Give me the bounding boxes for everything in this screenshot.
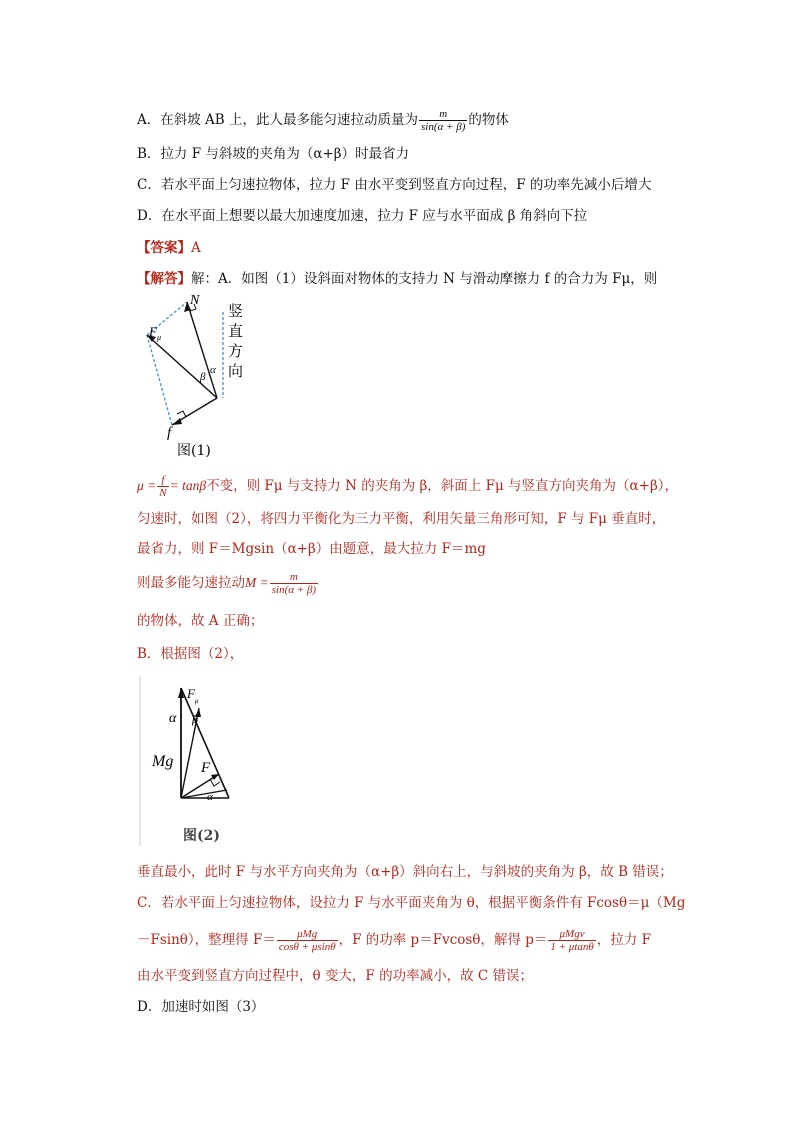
solution-line-5: 的物体，故 A 正确； [137, 613, 264, 629]
option-a: A．在斜坡 AB 上，此人最多能匀速拉动质量为 $\frac{m}{\sin(\alpha + \beta)}$ 的物体 [137, 108, 509, 133]
option-c: C．若水平面上匀速拉物体，拉力 F 由水平变到竖直方向过程，F 的功率先减小后增大 [137, 177, 652, 193]
figure-1-label-f: F [149, 324, 157, 339]
solution-mu-line: μ = $\frac{f}{N}$ = tanβ不变，则 Fμ 与支持力 N 的夹角为 β，斜面上 Fμ 与竖直方向夹角为（α+β）， [137, 474, 678, 499]
solution-b-conclusion: 垂直最小，此时 F 与水平方向夹角为（α+β）斜向右上，与斜坡的夹角为 β，故 B 错误； [137, 864, 673, 880]
solution-c-line-2: －Fsinθ），整理得 F＝ $\frac{\text{μMg}}{\cos\theta + \mu\sin\theta}$ ，F 的功率 p＝Fvcosθ，解得 p＝ $\frac{\text{μMgv}}{1 + \mu\tan\theta}$ ，拉力 F [137, 928, 651, 953]
figure-1-force-diagram [137, 290, 257, 460]
svg-text:μ: μ [157, 333, 162, 342]
answer-line [137, 239, 201, 257]
solution-line-3: 最省力，则 F＝Mgsin（α+β）由题意，最大拉力 F＝mg [137, 541, 486, 557]
figure-2-label-alpha: α [169, 711, 177, 726]
figure-2-label-f: F [201, 760, 211, 776]
solution-c-line-3: 由水平变到竖直方向过程中，θ 变大，F 的功率减小，故 C 错误； [137, 968, 533, 984]
figure-1-caption: 图(1) [177, 443, 211, 459]
c-fraction-2: $\frac{\text{μMgv}}{1 + \mu\tan\theta}$ [550, 928, 594, 953]
solution-b-intro: B．根据图（2）， [137, 646, 244, 662]
option-a-text: A．在斜坡 AB 上，此人最多能匀速拉动质量为 [137, 112, 419, 128]
solution-line-4: 则最多能匀速拉动M = $\frac{m}{\sin(\alpha + \beta)}$ [137, 571, 317, 596]
figure-1-vertical-char-4: 向 [228, 362, 244, 380]
mu-fraction: $\frac{f}{N}$ [159, 474, 167, 499]
figure-2-label-beta: β [192, 712, 198, 726]
figure-2-caption: 图(2) [183, 828, 220, 844]
m-fraction: $\frac{m}{\sin(\alpha + \beta)}$ [271, 571, 317, 596]
figure-2-force-triangle [137, 676, 247, 846]
svg-text:μ: μ [195, 697, 199, 705]
figure-1-vertical-char-3: 方 [228, 342, 244, 360]
figure-2-label-alpha-bottom: α [207, 791, 213, 803]
option-d: D．在水平面上想要以最大加速度加速，拉力 F 应与水平面成 β 角斜向下拉 [137, 208, 588, 224]
figure-2-resultant-vector [181, 688, 229, 798]
answer-label: 【答案】 [137, 240, 191, 256]
solution-line-2: 匀速时，如图（2），将四力平衡化为三力平衡，利用矢量三角形可知，F 与 Fμ 垂直时， [137, 511, 666, 527]
figure-1-vertical-char-2: 直 [228, 322, 244, 340]
figure-2-label-f-top: F [187, 686, 195, 701]
solution-c-line-1: C．若水平面上匀速拉物体，设拉力 F 与水平面夹角为 θ，根据平衡条件有 Fcosθ＝μ（Mg [137, 895, 686, 911]
figure-1-label-alpha: α [210, 364, 216, 376]
figure-1-label-n: N [190, 293, 200, 308]
figure-1-vertical-char-1: 竖 [228, 302, 244, 320]
figure-1-dash-left [147, 335, 172, 425]
figure-1-label-beta: β [200, 371, 206, 383]
figure-2-label-mg: Mg [152, 753, 174, 770]
option-b: B．拉力 F 与斜坡的夹角为（α+β）时最省力 [137, 146, 410, 162]
figure-1-label-small-f: f [167, 425, 172, 441]
option-a-fraction: $\frac{m}{\sin(\alpha + \beta)}$ [421, 108, 466, 133]
c-fraction-1: $\frac{\text{μMg}}{\cos\theta + \mu\sin\theta}$ [278, 928, 336, 953]
solution-label: 【解答】 [137, 271, 191, 287]
solution-d-line-1: D．加速时如图（3） [137, 999, 265, 1015]
answer-value: A [191, 240, 201, 256]
solution-intro: 【解答】解：A．如图（1）设斜面对物体的支持力 N 与滑动摩擦力 f 的合力为 Fμ，则 [137, 271, 658, 287]
